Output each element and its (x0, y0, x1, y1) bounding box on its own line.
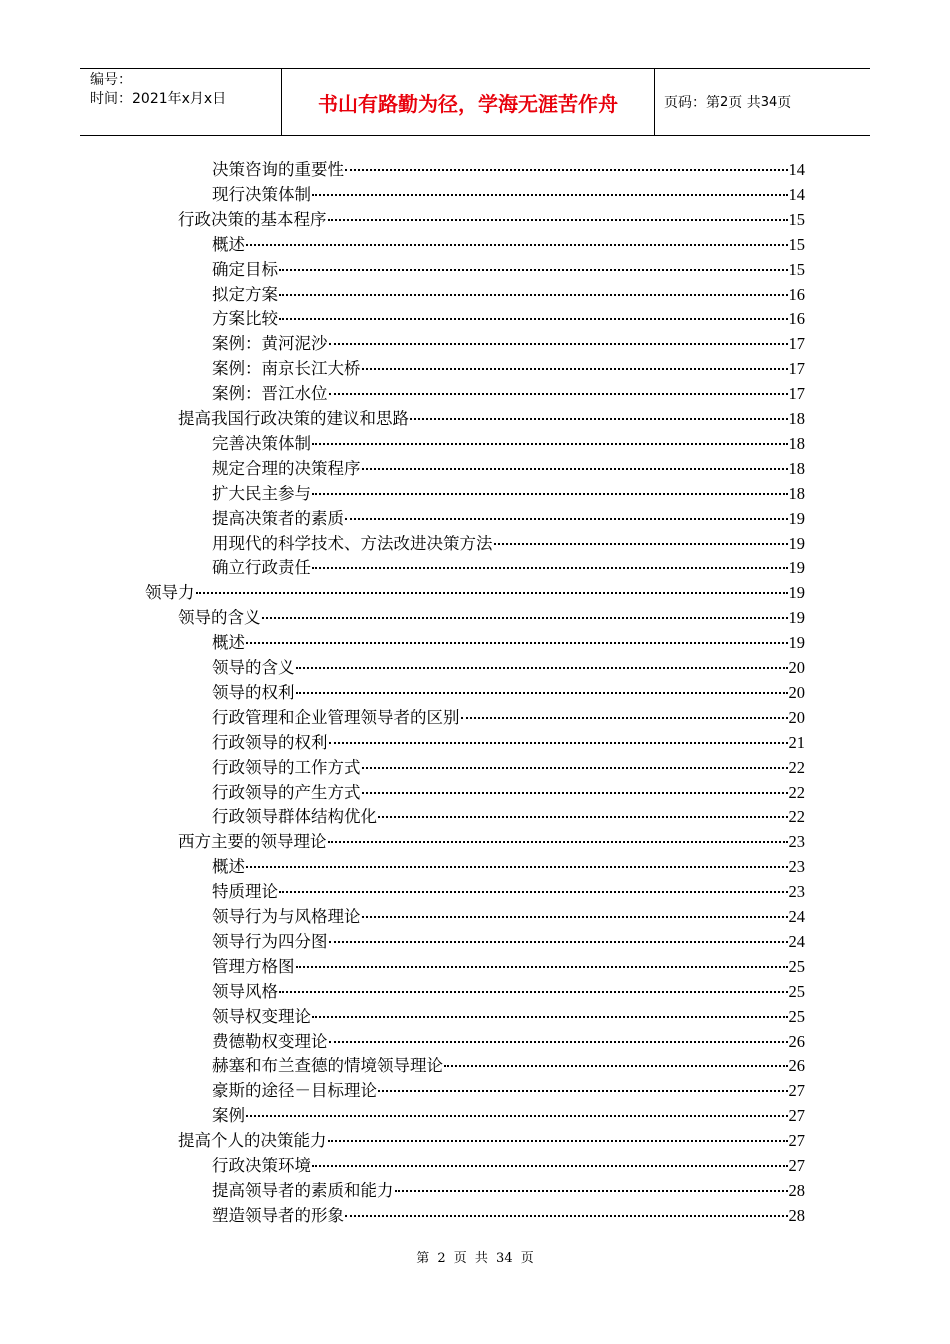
toc-entry-page: 18 (788, 458, 805, 478)
toc-entry-page: 19 (788, 608, 805, 628)
toc-entry-title: 行政领导的工作方式 (212, 757, 361, 777)
toc-entry-page: 28 (788, 1180, 805, 1200)
toc-entry[interactable] (212, 457, 805, 482)
toc-entry-page: 25 (788, 956, 805, 976)
toc-leader-dots (362, 916, 788, 918)
number-label: 编号： (90, 72, 132, 88)
toc-leader-dots (345, 169, 788, 171)
toc-leader-dots (444, 1065, 788, 1067)
toc-leader-dots (395, 1190, 788, 1192)
toc-leader-dots (312, 443, 788, 445)
toc-entry-page: 20 (788, 707, 805, 727)
toc-entry-page: 19 (788, 558, 805, 578)
toc-entry-title: 拟定方案 (212, 284, 278, 304)
toc-entry-page: 19 (788, 583, 805, 603)
toc-entry-title: 方案比较 (212, 309, 278, 329)
toc-leader-dots (329, 343, 788, 345)
toc-leader-dots (196, 592, 788, 594)
toc-entry-title: 案例：黄河泥沙 (212, 334, 328, 354)
toc-entry-page: 18 (788, 409, 805, 428)
toc-entry-page: 20 (788, 658, 805, 677)
toc-entry-page: 16 (788, 309, 805, 329)
toc-entry-page: 15 (788, 234, 805, 254)
toc-entry[interactable] (212, 382, 805, 407)
toc-leader-dots (312, 567, 788, 569)
page-suffix: 页 (777, 95, 792, 111)
toc-entry[interactable] (212, 1179, 805, 1204)
toc-entry-title: 概述 (212, 857, 245, 877)
toc-leader-dots (246, 642, 788, 644)
toc-leader-dots (279, 991, 788, 993)
toc-entry-page: 24 (788, 931, 805, 951)
toc-entry[interactable] (212, 781, 805, 806)
page-total: 34 (760, 94, 778, 110)
toc-entry-title: 规定合理的决策程序 (212, 458, 361, 478)
toc-entry-page: 21 (788, 732, 805, 752)
toc-leader-dots (362, 767, 788, 769)
toc-leader-dots (279, 269, 788, 271)
toc-entry-title: 行政领导群体结构优化 (212, 807, 377, 827)
toc-entry[interactable] (212, 930, 805, 955)
toc-leader-dots (312, 194, 788, 196)
toc-entry[interactable] (212, 357, 805, 382)
toc-entry-title: 行政领导的产生方式 (212, 782, 361, 802)
toc-entry-title: 行政决策的基本程序 (178, 209, 327, 229)
toc-entry[interactable] (212, 731, 805, 756)
toc-entry[interactable] (212, 258, 805, 283)
toc-leader-dots (329, 393, 788, 395)
toc-entry[interactable] (178, 606, 805, 631)
toc-entry-title: 领导行为与风格理论 (212, 907, 361, 926)
toc-entry-title: 提高决策者的素质 (212, 508, 344, 528)
toc-leader-dots (279, 891, 788, 893)
toc-leader-dots (279, 318, 788, 320)
toc-leader-dots (328, 1140, 788, 1142)
toc-leader-dots (362, 368, 788, 370)
toc-entry[interactable] (212, 507, 805, 532)
toc-entry[interactable] (212, 805, 805, 830)
toc-entry-title: 赫塞和布兰查德的情境领导理论 (212, 1056, 443, 1076)
toc-leader-dots (312, 1016, 788, 1018)
header-slogan: 书山有路勤为径，学海无涯苦作舟 (282, 69, 655, 135)
toc-entry-title: 案例 (212, 1106, 245, 1126)
toc-leader-dots (461, 717, 788, 719)
toc-entry-title: 行政领导的权利 (212, 732, 328, 752)
toc-entry[interactable] (178, 830, 805, 855)
toc-entry[interactable] (212, 756, 805, 781)
toc-entry-title: 领导的含义 (212, 658, 295, 677)
toc-leader-dots (329, 742, 788, 744)
toc-leader-dots (296, 667, 788, 669)
toc-entry-title: 用现代的科学技术、方法改进决策方法 (212, 533, 493, 553)
toc-entry-title: 塑造领导者的形象 (212, 1205, 344, 1225)
toc-entry[interactable] (212, 283, 805, 308)
toc-entry-title: 决策咨询的重要性 (212, 160, 344, 179)
toc-entry[interactable] (212, 432, 805, 457)
toc-entry-title: 提高我国行政决策的建议和思路 (178, 409, 409, 428)
toc-entry-title: 领导权变理论 (212, 1006, 311, 1026)
toc-leader-dots (246, 244, 788, 246)
time-label: 时间：2021年x月x日 (90, 91, 227, 107)
toc-entry-page: 17 (788, 334, 805, 354)
toc-entry[interactable] (212, 681, 805, 706)
toc-entry-page: 22 (788, 782, 805, 802)
toc-leader-dots (296, 966, 788, 968)
toc-entry-page: 27 (788, 1081, 805, 1101)
toc-entry-title: 提高个人的决策能力 (178, 1131, 327, 1151)
toc-entry-title: 现行决策体制 (212, 184, 311, 204)
toc-entry-title: 行政决策环境 (212, 1156, 311, 1175)
toc-entry-title: 领导力 (145, 583, 195, 603)
toc-entry-page: 19 (788, 508, 805, 528)
toc-entry-page: 17 (788, 384, 805, 404)
toc-entry[interactable] (212, 1079, 805, 1104)
page-prefix: 页码：第 (664, 95, 720, 111)
toc-entry-page: 25 (788, 981, 805, 1001)
toc-entry-page: 23 (788, 832, 805, 852)
toc-leader-dots (494, 543, 788, 545)
toc-entry[interactable] (212, 1104, 805, 1129)
toc-entry[interactable] (212, 855, 805, 880)
toc-entry[interactable] (212, 1154, 805, 1179)
toc-leader-dots (296, 692, 788, 694)
toc-entry-page: 15 (788, 259, 805, 279)
toc-entry[interactable] (178, 407, 805, 432)
toc-entry-page: 17 (788, 359, 805, 379)
toc-entry[interactable] (145, 581, 805, 606)
toc-entry-page: 23 (788, 857, 805, 877)
toc-entry-title: 特质理论 (212, 882, 278, 902)
toc-entry[interactable] (178, 208, 805, 233)
toc-entry[interactable] (212, 183, 805, 208)
toc-leader-dots (410, 418, 788, 420)
toc-entry-page: 23 (788, 882, 805, 902)
toc-entry[interactable] (212, 332, 805, 357)
toc-entry-page: 16 (788, 284, 805, 304)
toc-entry-title: 概述 (212, 234, 245, 254)
toc-entry[interactable] (212, 307, 805, 332)
toc-leader-dots (279, 294, 788, 296)
toc-entry-page: 26 (788, 1031, 805, 1051)
page-mid: 页 共 (728, 95, 761, 111)
page-footer: 第 2 页 共 34 页 (416, 1251, 534, 1266)
toc-leader-dots (246, 1115, 788, 1117)
toc-leader-dots (378, 1090, 788, 1092)
toc-entry[interactable] (178, 1129, 805, 1154)
toc-entry-page: 18 (788, 433, 805, 453)
toc-entry[interactable] (212, 532, 805, 557)
toc-entry-title: 领导风格 (212, 981, 278, 1001)
toc-entry[interactable] (212, 1005, 805, 1030)
toc-entry-title: 确立行政责任 (212, 558, 311, 578)
toc-entry[interactable] (212, 1054, 805, 1079)
toc-leader-dots (378, 816, 788, 818)
toc-entry[interactable] (212, 656, 805, 681)
toc-entry-title: 领导的含义 (178, 608, 261, 628)
toc-entry-page: 15 (788, 209, 805, 229)
toc-leader-dots (328, 841, 788, 843)
toc-entry-page: 19 (788, 633, 805, 653)
toc-entry-page: 19 (788, 533, 805, 553)
toc-entry-page: 27 (788, 1106, 805, 1126)
toc-entry[interactable] (212, 980, 805, 1005)
toc-entry-title: 领导行为四分图 (212, 931, 328, 951)
toc-entry-title: 概述 (212, 633, 245, 653)
toc-leader-dots (345, 518, 788, 520)
toc-entry[interactable] (212, 233, 805, 258)
toc-entry-title: 提高领导者的素质和能力 (212, 1180, 394, 1200)
toc-entry-title: 管理方格图 (212, 956, 295, 976)
toc-entry-page: 27 (788, 1131, 805, 1151)
toc-entry-title: 费德勒权变理论 (212, 1031, 328, 1051)
toc-leader-dots (246, 866, 788, 868)
toc-entry[interactable] (212, 880, 805, 905)
page-current: 2 (720, 94, 729, 110)
toc-leader-dots (345, 1215, 788, 1217)
header-meta (80, 69, 282, 135)
toc-entry-title: 扩大民主参与 (212, 483, 311, 503)
toc-entry[interactable] (212, 556, 805, 581)
toc-leader-dots (312, 1165, 788, 1167)
toc-entry-page: 14 (788, 184, 805, 204)
toc-entry-title: 确定目标 (212, 259, 278, 279)
toc-entry[interactable] (212, 706, 805, 731)
toc-entry-title: 领导的权利 (212, 682, 295, 702)
toc-entry[interactable] (212, 1030, 805, 1055)
toc-entry-page: 20 (788, 682, 805, 702)
toc-entry-page: 22 (788, 807, 805, 827)
toc-entry-page: 14 (788, 160, 805, 179)
toc-leader-dots (262, 617, 788, 619)
toc-leader-dots (362, 792, 788, 794)
toc-entry-title: 完善决策体制 (212, 433, 311, 453)
toc-entry-page: 18 (788, 483, 805, 503)
toc-entry-title: 西方主要的领导理论 (178, 832, 327, 852)
toc-entry-title: 案例：晋江水位 (212, 384, 328, 404)
toc-entry-page: 22 (788, 757, 805, 777)
toc-entry-page: 28 (788, 1205, 805, 1225)
toc-leader-dots (312, 493, 788, 495)
toc-entry-title: 行政管理和企业管理领导者的区别 (212, 707, 460, 727)
toc-leader-dots (362, 468, 788, 470)
toc-entry[interactable] (212, 955, 805, 980)
toc-entry-title: 豪斯的途径－目标理论 (212, 1081, 377, 1101)
header-page-info (655, 69, 870, 135)
toc-entry-page: 27 (788, 1156, 805, 1175)
toc-leader-dots (329, 941, 788, 943)
toc-entry-page: 24 (788, 907, 805, 926)
toc-entry-page: 26 (788, 1056, 805, 1076)
toc-entry-page: 25 (788, 1006, 805, 1026)
toc-entry[interactable] (212, 1204, 805, 1229)
toc-entry[interactable] (212, 158, 805, 183)
toc-entry-title: 案例：南京长江大桥 (212, 359, 361, 379)
toc-entry[interactable] (212, 631, 805, 656)
toc-leader-dots (329, 1041, 788, 1043)
toc-entry[interactable] (212, 905, 805, 930)
page-header (80, 68, 870, 136)
toc-leader-dots (328, 219, 788, 221)
toc-entry[interactable] (212, 482, 805, 507)
